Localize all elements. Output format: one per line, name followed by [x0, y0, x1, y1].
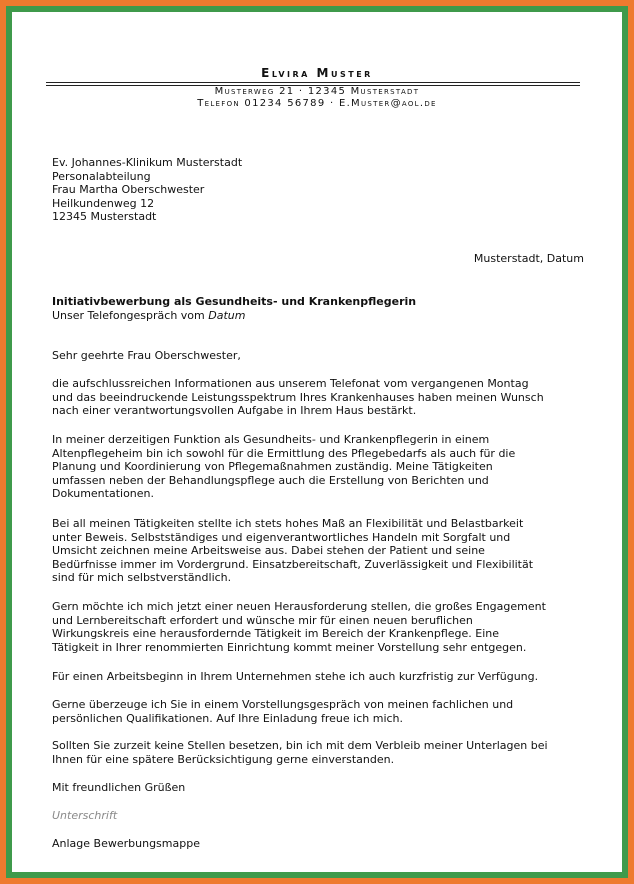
paragraph-line: Planung und Koordinierung von Pflegemaßnahmen zuständig. Meine Tätigkeiten: [52, 460, 493, 473]
paragraph-line: Wirkungskreis eine herausfordernde Tätigkeit im Bereich der Krankenpflege. Eine: [52, 627, 500, 640]
paragraph-line: nach einer verantwortungsvollen Aufgabe in Ihrem Haus bestärkt.: [52, 404, 417, 417]
paragraph-3: [52, 517, 582, 585]
paragraph-line: Für einen Arbeitsbeginn in Ihrem Unternehmen stehe ich auch kurzfristig zur Verfügung.: [52, 670, 539, 683]
salutation: Sehr geehrte Frau Oberschwester,: [52, 349, 241, 362]
paragraph-line: Sollten Sie zurzeit keine Stellen besetzen, bin ich mit dem Verbleib meiner Unterlagen bei: [52, 739, 548, 752]
paragraph-line: Dokumentationen.: [52, 487, 155, 500]
paragraph-line: Tätigkeit in Ihrer renommierten Einrichtung kommt meiner Vorstellung sehr entgegen.: [52, 640, 527, 654]
subject-reference: [52, 309, 416, 323]
sender-name: Elvira Muster: [261, 66, 373, 80]
paragraph-line: Bei all meinen Tätigkeiten stellte ich stets hohes Maß an Flexibilität und Belastbarkeit: [52, 517, 524, 530]
header-rule-top: [46, 82, 580, 83]
paragraph-line: Umsicht zeichnen meine Arbeitsweise aus. Dabei stehen der Patient und seine: [52, 544, 485, 557]
paragraph-line: Gern möchte ich mich jetzt einer neuen Herausforderung stellen, die großes Engagement: [52, 600, 546, 613]
paragraph-line: Altenpflegeheim bin ich sowohl für die Ermittlung des Pflegebedarfs als auch für die: [52, 446, 516, 460]
recipient-block: [52, 156, 242, 224]
sender-address: Musterweg 21 · 12345 Musterstadt: [214, 86, 420, 97]
subject-block: [52, 295, 416, 322]
recipient-line: Ev. Johannes-Klinikum Musterstadt: [52, 156, 243, 169]
paragraph-6: [52, 698, 582, 725]
sender-contact: Telefon 01234 56789 · E.Muster@aol.de: [197, 98, 437, 109]
paragraph-line: unter Beweis. Selbstständiges und eigenverantwortliches Handeln mit Sorgfalt und: [52, 530, 511, 544]
enclosure: Anlage Bewerbungsmappe: [52, 837, 200, 850]
paragraph-5: [52, 670, 582, 684]
paragraph-1: [52, 377, 582, 418]
paragraph-line: persönlichen Qualifikationen. Auf Ihre Einladung freue ich mich.: [52, 711, 404, 725]
letter-page: [12, 12, 622, 872]
paragraph-line: In meiner derzeitigen Funktion als Gesundheits- und Krankenpflegerin in einem: [52, 433, 490, 446]
paragraph-2: [52, 433, 582, 501]
paragraph-line: sind für mich selbstverständlich.: [52, 571, 232, 584]
paragraph-7: [52, 739, 582, 766]
recipient-line: Personalabteilung: [52, 169, 151, 183]
paragraph-line: umfassen neben der Behandlungspflege auch die Erstellung von Berichten und: [52, 473, 489, 487]
recipient-line: Frau Martha Oberschwester: [52, 183, 205, 196]
subject-ref-prefix: Unser Telefongespräch vom: [52, 308, 209, 322]
recipient-line: Heilkundenweg 12: [52, 196, 155, 210]
closing: Mit freundlichen Grüßen: [52, 781, 186, 794]
subject-ref-date: Datum: [208, 308, 246, 322]
paragraph-line: und Lernbereitschaft erfordert und wünsche mir für einen neuen beruflichen: [52, 613, 473, 627]
date-line: Musterstadt, Datum: [473, 252, 584, 265]
paragraph-line: und das beeindruckende Leistungsspektrum Ihres Krankenhauses haben meinen Wunsch: [52, 390, 544, 404]
paragraph-line: Ihnen für eine spätere Berücksichtigung gerne einverstanden.: [52, 752, 395, 766]
paragraph-line: die aufschlussreichen Informationen aus unserem Telefonat vom vergangenen Montag: [52, 377, 529, 390]
paragraph-line: Bedürfnisse immer im Vordergrund. Einsatzbereitschaft, Zuverlässigkeit und Flexibilität: [52, 557, 534, 571]
paragraph-4: [52, 600, 582, 654]
recipient-line: 12345 Musterstadt: [52, 210, 157, 223]
paragraph-line: Gerne überzeuge ich Sie in einem Vorstellungsgespräch von meinen fachlichen und: [52, 698, 514, 711]
signature-placeholder: Unterschrift: [52, 809, 118, 822]
subject-title: Initiativbewerbung als Gesundheits- und Krankenpflegerin: [52, 295, 417, 308]
